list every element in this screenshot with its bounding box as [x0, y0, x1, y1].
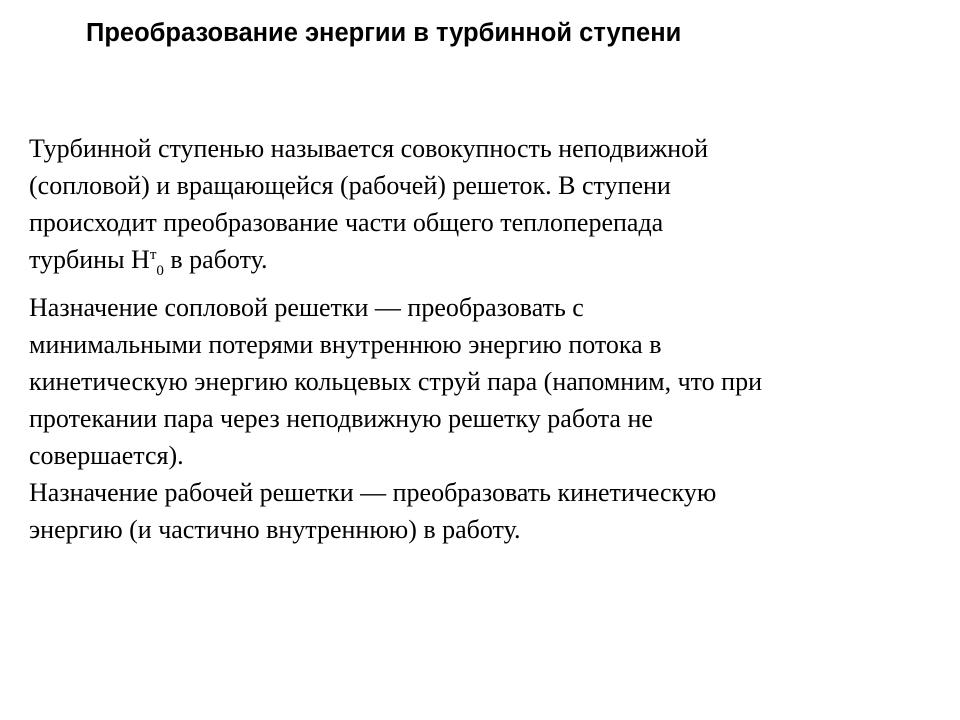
paragraph-turbine-stage-definition: [29, 130, 939, 283]
formula-prefix: турбины Н: [29, 245, 150, 274]
text-line: (сопловой) и вращающейся (рабочей) решеток. В ступени: [29, 171, 671, 200]
formula-subscript: 0: [156, 263, 164, 279]
text-line: энергию (и частично внутреннюю) в работу.: [29, 515, 521, 544]
text-line: Назначение рабочей решетки — преобразовать кинетическую: [29, 478, 717, 507]
text-line: кинетическую энергию кольцевых струй пара (напомним, что при: [29, 367, 763, 396]
text-line: происходит преобразование части общего теплоперепада: [29, 208, 664, 237]
text-line: Турбинной ступенью называется совокупность неподвижной: [29, 134, 709, 163]
paragraph-rotor-cascade-purpose: [29, 474, 939, 548]
text-line: минимальными потерями внутреннюю энергию потока в: [29, 330, 662, 359]
slide-title: Преобразование энергии в турбинной ступени: [86, 19, 682, 47]
formula-superscript: т: [149, 247, 157, 263]
text-line-with-formula: [29, 241, 939, 283]
text-line: Назначение сопловой решетки — преобразовать с: [29, 293, 584, 322]
paragraph-nozzle-cascade-purpose: [29, 289, 939, 474]
text-line: протекании пара через неподвижную решетку работа не: [29, 404, 653, 433]
slide-body: [29, 130, 939, 548]
formula-suffix: в работу.: [163, 245, 268, 274]
text-line: совершается).: [29, 441, 184, 470]
